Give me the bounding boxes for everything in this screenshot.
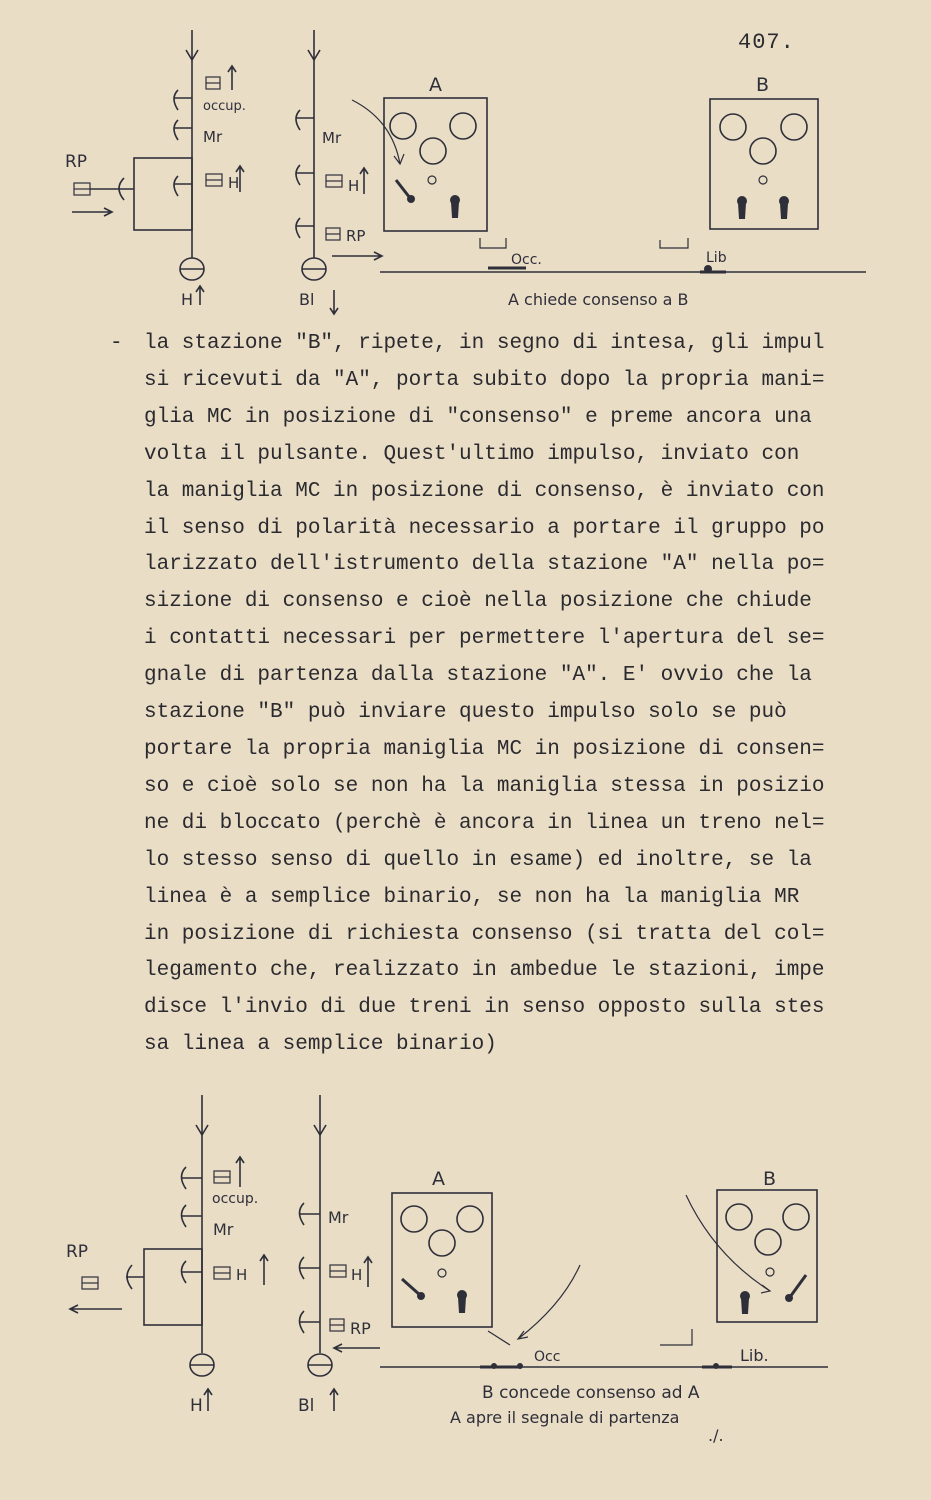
bl-bottom-label: Bl	[298, 1396, 315, 1416]
h-bottom-label: H	[181, 290, 194, 309]
bottom-station-a-instrument	[392, 1193, 492, 1327]
occ-label: Occ.	[511, 252, 542, 268]
station-a-label: A	[432, 1168, 445, 1190]
text-line: stazione "B" può inviare questo impulso solo se può	[144, 701, 787, 725]
text-line: la stazione "B", ripete, in segno di intesa, gli impul	[144, 332, 825, 355]
continuation-mark: ./.	[708, 1426, 724, 1445]
h-label-left: H	[228, 174, 240, 192]
bottom-station-b-instrument	[686, 1190, 817, 1322]
text-line: ne di bloccato (perchè è ancora in linea un treno nel=	[144, 811, 825, 835]
text-line: la maniglia MC in posizione di consenso, è inviato con	[144, 479, 825, 503]
top-diagram-caption: A chiede consenso a B	[508, 290, 689, 309]
bottom-caption-line-2: A apre il segnale di partenza	[450, 1408, 680, 1427]
text-line: in posizione di richiesta consenso (si tratta del col=	[144, 922, 825, 946]
mr-label-left: Mr	[203, 128, 223, 146]
text-line: il senso di polarità necessario a portare il gruppo po	[144, 516, 825, 540]
mr-label-right: Mr	[322, 129, 342, 147]
text-line: larizzato dell'istrumento della stazione "A" nella po=	[144, 553, 825, 577]
bl-bottom-label: Bl	[299, 290, 315, 309]
rp-label-left: RP	[65, 152, 88, 172]
top-station-a-instrument	[352, 98, 487, 231]
text-line: glia MC in posizione di "consenso" e preme ancora una	[144, 405, 812, 429]
top-right-relay-column	[296, 30, 382, 314]
page-number: 407.	[738, 30, 795, 55]
paragraph-dash: -	[110, 332, 123, 355]
station-b-label: B	[763, 1168, 777, 1190]
bottom-diagram	[0, 1085, 931, 1485]
mr-label-right: Mr	[328, 1208, 349, 1227]
rp-label-left: RP	[66, 1242, 89, 1262]
station-a-label: A	[429, 74, 442, 96]
h-label-right: H	[351, 1266, 363, 1284]
text-line: linea è a semplice binario, se non ha la maniglia MR	[144, 885, 800, 909]
text-line: portare la propria maniglia MC in posizione di consen=	[144, 737, 825, 761]
occ-label: Occ	[534, 1349, 561, 1365]
bottom-caption-line-1: B concede consenso ad A	[482, 1383, 700, 1403]
mr-label-left: Mr	[213, 1220, 234, 1239]
lib-label: Lib.	[740, 1346, 769, 1365]
rp-label-right: RP	[350, 1319, 371, 1338]
top-diagram	[0, 0, 931, 330]
lib-label: Lib	[706, 250, 727, 266]
text-line: disce l'invio di due treni in senso opposto sulla stes	[144, 996, 825, 1020]
h-bottom-label: H	[190, 1396, 203, 1416]
text-line: lo stesso senso di quello in esame) ed inoltre, se la	[144, 848, 812, 872]
body-text	[112, 326, 842, 1064]
top-station-b-instrument	[710, 99, 818, 229]
text-line: sa linea a semplice binario)	[144, 1033, 497, 1057]
h-label-right: H	[348, 177, 360, 195]
text-line: so e cioè solo se non ha la maniglia stessa in posizio	[144, 774, 825, 798]
h-label-left: H	[236, 1266, 248, 1284]
text-line: si ricevuti da "A", porta subito dopo la propria mani=	[144, 368, 825, 392]
text-line: sizione di consenso e cioè nella posizione che chiude	[144, 590, 812, 614]
text-line: legamento che, realizzato in ambedue le stazioni, impe	[144, 959, 825, 983]
occup-label: occup.	[203, 99, 246, 114]
top-left-relay-column	[72, 30, 244, 305]
text-line: gnale di partenza dalla stazione "A". E' ovvio che la	[144, 664, 812, 688]
station-b-label: B	[756, 74, 770, 96]
top-track	[380, 238, 866, 273]
bottom-left-relay-column	[70, 1095, 268, 1411]
text-line: i contatti necessari per permettere l'apertura del se=	[144, 627, 825, 651]
bottom-right-relay-column	[300, 1095, 381, 1411]
occup-label: occup.	[212, 1191, 259, 1207]
text-line: volta il pulsante. Quest'ultimo impulso, inviato con	[144, 442, 800, 466]
rp-label-right: RP	[346, 227, 366, 245]
